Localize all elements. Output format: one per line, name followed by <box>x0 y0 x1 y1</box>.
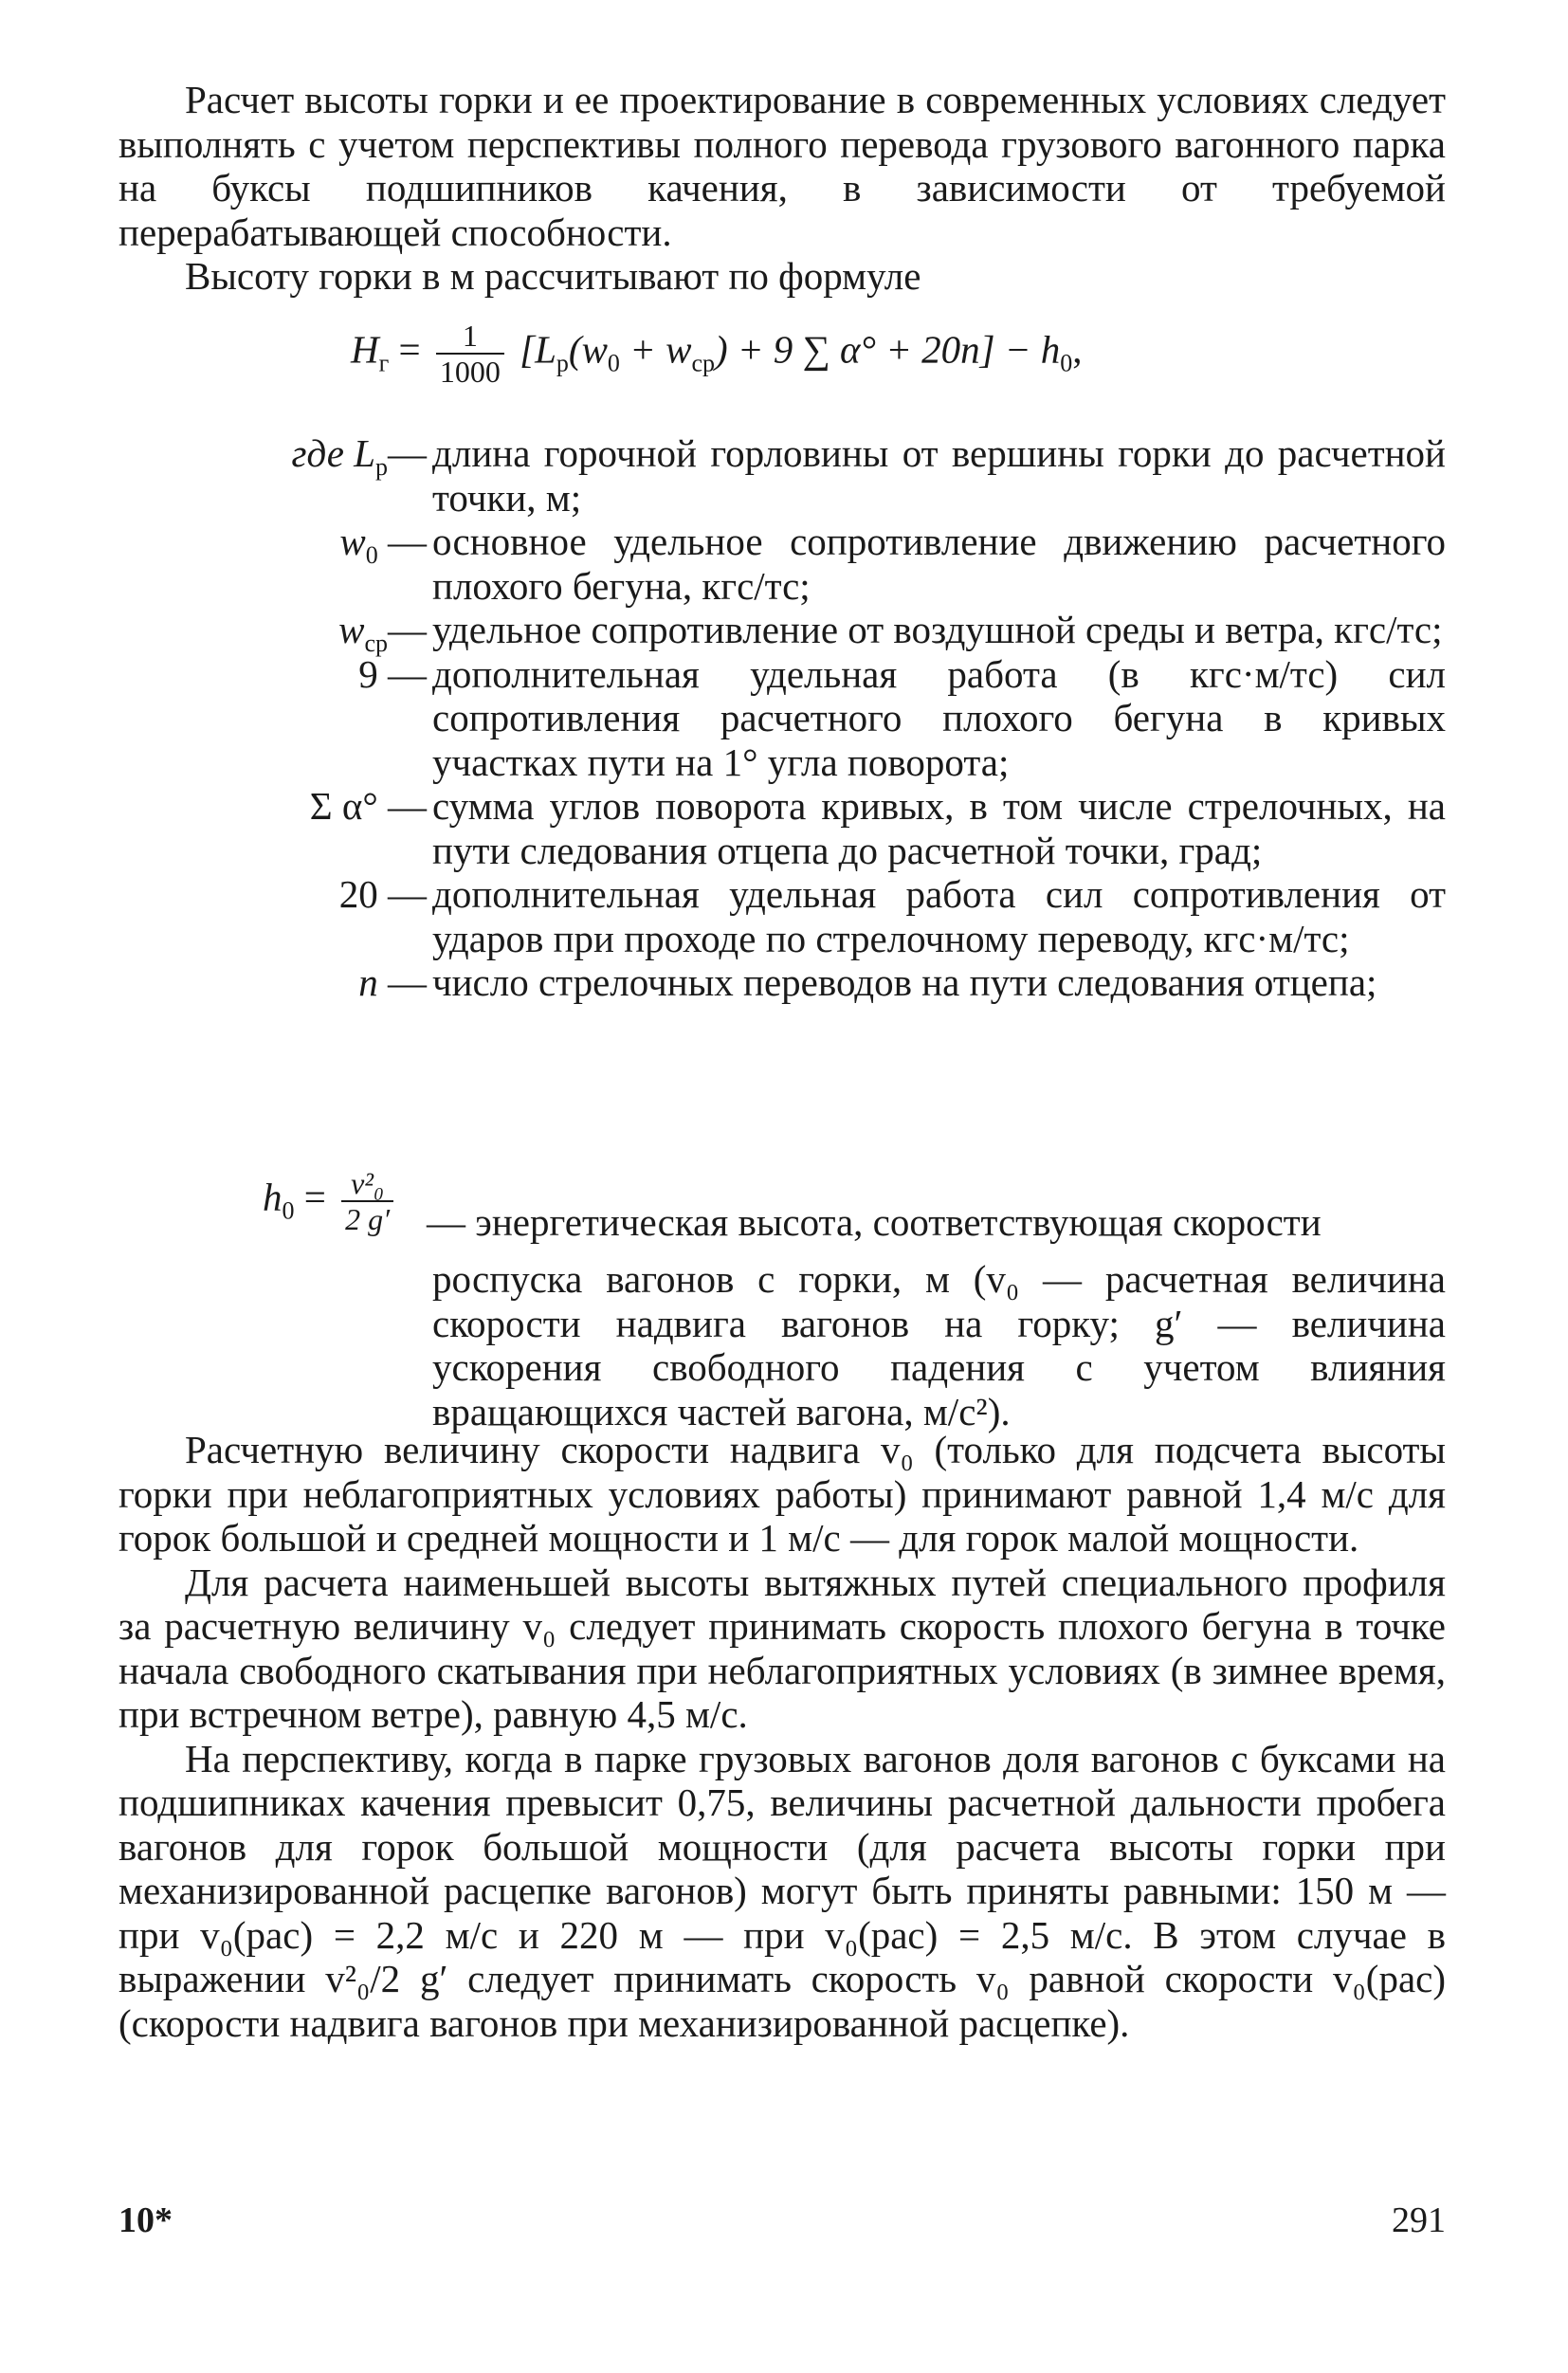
def-description: сумма углов поворота кривых, в том числе стрелочных, на пути следования отцепа до расчетной точки, град; <box>432 784 1446 872</box>
def-separator: — <box>388 520 427 563</box>
page-footer <box>119 2200 1446 2241</box>
h0-fraction <box>341 1166 393 1236</box>
definitions-list <box>119 431 1446 1005</box>
def-symbol-sub: р <box>375 453 388 482</box>
def-symbol: Σ α° <box>309 784 378 828</box>
formula-frac-den: 1000 <box>436 353 504 389</box>
def-description: число стрелочных переводов на пути следования отцепа; <box>432 960 1377 1004</box>
signature-mark: 10* <box>119 2200 173 2240</box>
def-description: основное удельное сопротивление движению расчетного плохого бегуна, кгс/тс; <box>432 520 1446 608</box>
formula-lhs: H <box>351 327 379 372</box>
paragraph-1: Расчет высоты горки и ее проектирование в современных условиях следует выполнять с учетом перспективы полного перевода грузового вагонного парка на буксы подшипников качения, в зависимости от требуемой перерабатывающей способности. <box>119 78 1446 254</box>
def-separator: — <box>388 651 427 696</box>
body-text <box>119 1428 1446 2045</box>
def-symbol-sub: 0 <box>365 541 378 570</box>
def-symbol: w <box>339 520 366 563</box>
formula-tail: , <box>1072 327 1083 372</box>
def-description: удельное сопротивление от воздушной среды и ветра, кгс/тс; <box>432 608 1443 651</box>
formula-body-mid: (w <box>568 327 608 372</box>
def-symbol: w <box>338 608 365 651</box>
def-description: дополнительная удельная работа (в кгс·м/тс) сил сопротивления расчетного плохого бегуна в кривых участках пути на 1° угла поворота; <box>432 651 1446 784</box>
definition-item <box>119 520 1446 608</box>
paragraph-2: Высоту горки в м рассчитывают по формуле <box>185 254 921 298</box>
h0-equals: = <box>303 1175 326 1219</box>
formula-sub-1: р <box>556 349 569 377</box>
paragraph-5: На перспективу, когда в парке грузовых вагонов доля вагонов с буксами на подшипниках качения превысит 0,75, величины расчетной дальности пробега вагонов для горок большой мощности (для расчета высоты горки при механизированной расцепке вагонов) могут быть приняты равными: 150 м — при v₀(рас) = 2,2 м/с и 220 м — при v₀(рас) = 2,5 м/с. В этом случае в выражении v²₀/2 g′ следует принимать скорость v₀ равной скорости v₀(рас) (скорости надвига вагонов при механизированной расцепке). <box>119 1736 1446 2045</box>
definition-item <box>119 784 1446 872</box>
formula-body-plus: + w <box>619 327 692 372</box>
h0-symbol-sub: 0 <box>282 1196 295 1225</box>
def-symbol-sub: ср <box>364 630 388 658</box>
definition-item <box>119 872 1446 960</box>
def-description: длина горочной горловины от вершины горки до расчетной точки, м; <box>432 431 1446 520</box>
def-separator: — <box>388 960 427 1004</box>
definition-item <box>119 960 1446 1005</box>
definition-item <box>119 431 1446 520</box>
paragraph-3: Расчетную величину скорости надвига v₀ (только для подсчета высоты горки при неблагоприятных условиях работы) принимают равной 1,4 м/с для горок большой и средней мощности и 1 м/с — для горок малой мощности. <box>119 1428 1446 1560</box>
def-separator: — <box>388 872 427 916</box>
formula-sub-2: 0 <box>607 349 620 377</box>
h0-frac-num: v²₀ <box>351 1166 385 1200</box>
def-separator: — <box>388 431 427 475</box>
formula-frac-num: 1 <box>462 319 478 353</box>
def-symbol: 20 <box>338 872 378 916</box>
def-separator: — <box>388 608 427 651</box>
paragraph-4: Для расчета наименьшей высоты вытяжных путей специального профиля за расчетную величину v₀ следует принимать скорость плохого бегуна в точке начала свободного скатывания при неблагоприятных условиях (в зимнее время, при встречном ветре), равную 4,5 м/с. <box>119 1560 1446 1736</box>
formula-sub-4: 0 <box>1060 349 1073 377</box>
def-separator: — <box>388 784 427 828</box>
intro-block <box>119 78 1446 299</box>
h0-description: роспуска вагонов с горки, м (v₀ — расчетная величина скорости надвига вагонов на горку; g′ — величина ускорения свободного падения с учетом влияния вращающихся частей вагона, м/с²). <box>432 1257 1446 1433</box>
def-symbol: 9 <box>358 651 378 696</box>
h0-symbol: h <box>263 1175 283 1219</box>
formula-lhs-sub: г <box>378 349 390 377</box>
h0-formula <box>263 1166 399 1236</box>
page-number: 291 <box>1392 2200 1446 2240</box>
formula-sub-3: ср <box>691 349 715 377</box>
def-description: дополнительная удельная работа сил сопротивления от ударов при проходе по стрелочному переводу, кгс·м/тс; <box>432 872 1446 960</box>
formula-body-rest: ) + 9 ∑ α° + 20n] − h <box>714 327 1061 372</box>
formula-body-open: [L <box>520 327 556 372</box>
definition-item <box>119 652 1446 785</box>
def-symbol: где L <box>291 431 375 475</box>
def-symbol: n <box>358 960 378 1004</box>
formula-fraction <box>436 319 504 389</box>
height-formula: $H_г$ = $\frac{1}{1000}$ [$L_р(w_0 + w_{ср}) + 9$ ∑ $\alpha^\circ + 20n] - h_0$, <box>351 319 1083 389</box>
h0-frac-den: 2 g′ <box>341 1200 393 1236</box>
definition-item <box>119 608 1446 658</box>
h0-first-line: — энергетическая высота, соответствующая скорости <box>427 1200 1322 1244</box>
